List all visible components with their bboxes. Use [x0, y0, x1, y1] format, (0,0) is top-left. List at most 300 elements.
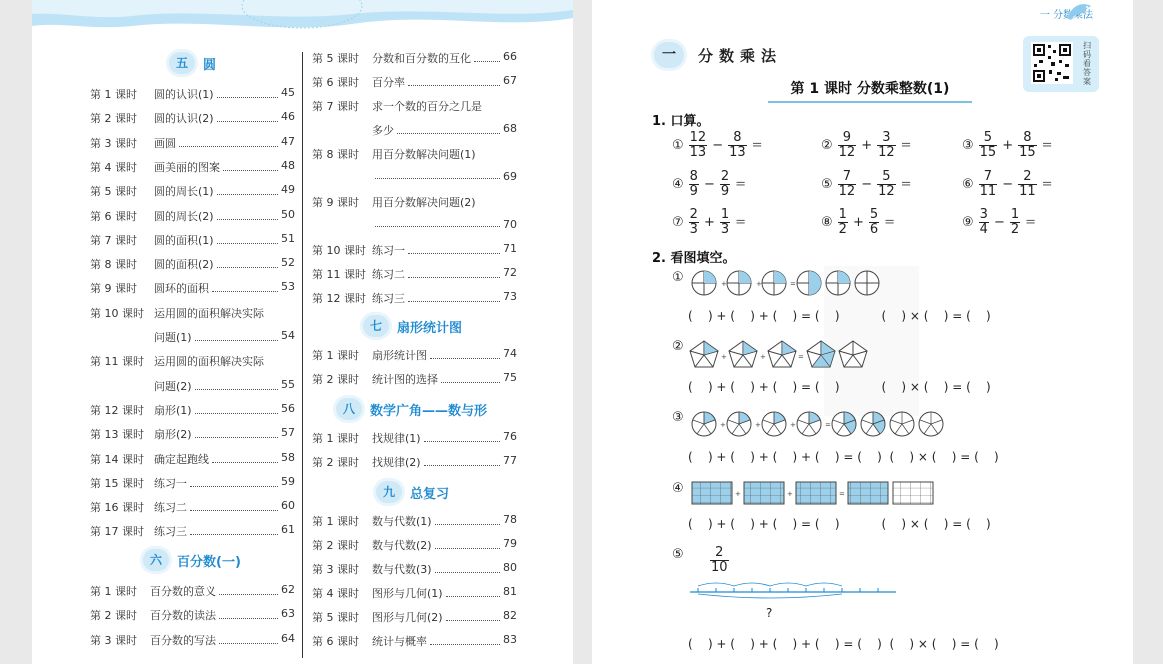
- numerator: 8: [1023, 130, 1032, 145]
- toc-leader-dots: [408, 266, 500, 278]
- numerator: 3: [979, 207, 988, 222]
- toc-row[interactable]: [312, 218, 517, 231]
- blank-row-5[interactable]: ( ) + ( ) + ( ) + ( ) = ( ) ( ) × ( ) = ( ): [688, 637, 999, 651]
- fraction-a: [689, 170, 699, 199]
- numerator: 12: [689, 130, 707, 145]
- toc-lesson-title: 用百分数解决问题(1): [372, 148, 476, 161]
- toc-page-number: 45: [281, 86, 295, 99]
- toc-lesson-number: 第 2 课时: [90, 112, 137, 126]
- toc-page-number: 73: [503, 290, 517, 303]
- toc-row[interactable]: [312, 74, 517, 90]
- toc-lesson-number: 第 1 课时: [312, 432, 359, 445]
- blank-row-2[interactable]: ( ) + ( ) + ( ) = ( ) ( ) × ( ) = ( ): [688, 380, 991, 394]
- fraction-a: [979, 208, 989, 237]
- fraction-a: [689, 208, 699, 237]
- toc-leader-dots: [217, 208, 278, 220]
- toc-lesson-title: 问题(2): [154, 379, 192, 393]
- toc-leader-dots: [446, 609, 500, 621]
- svg-text:+: +: [790, 421, 796, 429]
- toc-lesson-title: 确定起跑线: [154, 452, 209, 466]
- toc-row[interactable]: [90, 523, 295, 539]
- lesson-title: 第 1 课时 分数乘整数(1): [768, 78, 972, 103]
- toc-page-number: 81: [503, 585, 517, 598]
- qr-code-panel[interactable]: [1023, 36, 1099, 92]
- toc-page-number: 50: [281, 207, 295, 221]
- toc-page-number: 79: [503, 537, 517, 550]
- denominator: 9: [720, 184, 730, 199]
- numerator: 2: [1023, 169, 1032, 184]
- toc-leader-dots: [212, 280, 278, 292]
- toc-page-number: 57: [281, 426, 295, 440]
- q1-item[interactable]: [821, 170, 912, 199]
- toc-lesson-title: 练习二: [372, 268, 405, 281]
- toc-lesson-title: 数与代数(3): [372, 563, 432, 576]
- q2-4-grids: [691, 481, 935, 505]
- svg-text:=: =: [790, 280, 796, 288]
- section-heading[interactable]: [336, 398, 487, 420]
- equals-sign: =: [1041, 138, 1053, 153]
- denominator: 9: [689, 184, 698, 199]
- equals-sign: =: [900, 138, 912, 153]
- toc-leader-dots: [195, 329, 278, 341]
- q1-item[interactable]: [962, 208, 1036, 237]
- toc-page-number: 80: [503, 561, 517, 574]
- toc-lesson-number: 第 10 课时: [90, 306, 144, 320]
- toc-lesson-number: 第 8 课时: [312, 148, 359, 161]
- svg-text:+: +: [787, 490, 793, 498]
- equals-sign: =: [751, 138, 763, 153]
- toc-row[interactable]: [312, 347, 517, 363]
- toc-lesson-number: 第 12 课时: [90, 403, 144, 417]
- toc-leader-dots: [408, 242, 500, 254]
- toc-page-number: 68: [503, 122, 517, 135]
- toc-row[interactable]: [90, 110, 295, 126]
- equals-sign: =: [1025, 215, 1037, 230]
- numerator: 5: [983, 130, 993, 145]
- fraction-a: [979, 170, 998, 199]
- toc-lesson-title: 扇形(2): [154, 428, 192, 442]
- svg-text:+: +: [735, 490, 741, 498]
- numberline-num: 2: [715, 545, 724, 560]
- toc-lesson-title: 统计与概率: [372, 635, 427, 648]
- toc-lesson-title: 练习三: [372, 292, 405, 305]
- dolphin-icon: [1065, 0, 1093, 22]
- denominator: 11: [979, 184, 997, 199]
- fraction-a: [838, 208, 848, 237]
- toc-page-number: 76: [503, 430, 517, 443]
- blank-row-4[interactable]: ( ) + ( ) + ( ) = ( ) ( ) × ( ) = ( ): [688, 517, 991, 531]
- operator: −: [1002, 177, 1014, 192]
- section-number-badge: 七: [363, 315, 389, 337]
- denominator: 12: [838, 184, 856, 199]
- denominator: 2: [1010, 222, 1020, 237]
- toc-leader-dots: [190, 475, 278, 487]
- numerator: 8: [689, 169, 698, 184]
- blank-row-1[interactable]: ( ) + ( ) + ( ) = ( ) ( ) × ( ) = ( ): [688, 309, 991, 323]
- toc-row[interactable]: [90, 583, 295, 599]
- toc-row[interactable]: [312, 633, 517, 649]
- blank-row-3[interactable]: ( ) + ( ) + ( ) + ( ) = ( ) ( ) × ( ) = ( ): [688, 450, 999, 464]
- toc-page-number: 63: [281, 607, 295, 621]
- section-title: 百分数(一): [177, 554, 241, 570]
- q1-item[interactable]: [962, 131, 1053, 160]
- toc-page-number: 66: [503, 50, 517, 63]
- toc-leader-dots: [217, 256, 278, 268]
- toc-lesson-number: 第 2 课时: [90, 609, 137, 623]
- q1-item[interactable]: [672, 170, 746, 199]
- toc-row[interactable]: [90, 632, 295, 648]
- equals-sign: =: [900, 177, 912, 192]
- toc-lesson-number: 第 9 课时: [312, 196, 359, 209]
- section-heading[interactable]: [143, 549, 241, 571]
- numerator: 1: [720, 207, 730, 222]
- toc-page-number: 48: [281, 158, 295, 172]
- q1-item[interactable]: [672, 131, 763, 160]
- item-mark: ④: [672, 177, 684, 192]
- qr-code[interactable]: [1031, 42, 1073, 84]
- toc-lesson-number: 第 3 课时: [90, 136, 137, 150]
- toc-row[interactable]: [90, 183, 295, 199]
- toc-row[interactable]: [312, 585, 517, 601]
- section-heading[interactable]: [363, 315, 462, 337]
- header-wave-decoration: [32, 0, 573, 32]
- toc-lesson-title: 圆环的面积: [154, 282, 209, 296]
- running-header: 一 分数乘法: [1039, 10, 1093, 21]
- column-divider: [302, 52, 303, 658]
- toc-row[interactable]: [312, 50, 517, 66]
- numerator: 2: [720, 169, 730, 184]
- q2-1-circles: [691, 270, 881, 296]
- question-2-label: 2. 看图填空。: [652, 251, 736, 266]
- numerator: 2: [689, 207, 698, 222]
- toc-row[interactable]: [90, 402, 295, 418]
- toc-lesson-number: 第 6 课时: [312, 76, 359, 89]
- section-heading[interactable]: [169, 52, 216, 74]
- svg-text:=: =: [839, 490, 845, 498]
- quartered-circles-figure: [691, 270, 881, 296]
- section-number-badge: 九: [376, 481, 402, 503]
- operator: −: [703, 177, 715, 192]
- q2-mark-2: ②: [672, 339, 684, 354]
- toc-leader-dots: [195, 402, 278, 414]
- toc-lesson-number: 第 1 课时: [312, 349, 359, 362]
- toc-lesson-number: 第 6 课时: [90, 209, 137, 223]
- item-mark: ⑤: [821, 177, 833, 192]
- toc-lesson-number: 第 11 课时: [90, 355, 144, 369]
- toc-row[interactable]: [90, 451, 295, 467]
- toc-lesson-title: 圆的认识(1): [154, 88, 214, 101]
- toc-page-number: 58: [281, 450, 295, 464]
- toc-row[interactable]: [90, 378, 295, 394]
- numberline-fraction: [708, 546, 731, 575]
- operator: −: [861, 177, 873, 192]
- toc-row[interactable]: [312, 266, 517, 282]
- toc-lesson-title: 用百分数解决问题(2): [372, 196, 476, 209]
- toc-lesson-number: [90, 378, 154, 394]
- toc-page-number: 64: [281, 631, 295, 645]
- toc-lesson-number: 第 2 课时: [312, 373, 359, 386]
- toc-lesson-title: 扇形统计图: [372, 349, 427, 362]
- fraction-b: [720, 170, 730, 199]
- toc-leader-dots: [441, 371, 500, 383]
- numerator: 7: [983, 169, 993, 184]
- toc-page-number: 82: [503, 609, 517, 622]
- numberline-den: 10: [711, 560, 728, 575]
- fraction-b: [728, 131, 747, 160]
- toc-row[interactable]: [90, 329, 295, 345]
- toc-page-number: 67: [503, 74, 517, 87]
- denominator: 12: [838, 145, 856, 160]
- toc-row[interactable]: [312, 537, 517, 553]
- toc-lesson-number: 第 4 课时: [90, 160, 137, 174]
- toc-leader-dots: [223, 159, 278, 171]
- section-number-badge: 八: [336, 398, 362, 420]
- q1-item[interactable]: [821, 208, 895, 237]
- toc-leader-dots: [179, 135, 278, 147]
- section-heading[interactable]: [376, 481, 449, 503]
- numerator: 5: [882, 169, 891, 184]
- toc-page-number: 54: [281, 329, 295, 342]
- qr-caption: 扫码看答案: [1083, 41, 1091, 86]
- toc-lesson-title: 数与代数(2): [372, 539, 432, 552]
- toc-lesson-title: 数与代数(1): [372, 515, 432, 528]
- operator: +: [1002, 138, 1014, 153]
- toc-leader-dots: [435, 561, 500, 573]
- numerator: 5: [869, 207, 879, 222]
- question-1-label: 1. 口算。: [652, 114, 710, 129]
- toc-leader-dots: [219, 632, 278, 644]
- toc-page-number: 71: [503, 242, 517, 255]
- toc-page-number: 46: [281, 110, 295, 124]
- number-line: [688, 578, 898, 602]
- toc-lesson-title: 画美丽的图案: [154, 160, 220, 174]
- section-number-badge: 五: [169, 52, 195, 74]
- toc-lesson-title: 运用圆的面积解决实际: [154, 306, 264, 320]
- toc-lesson-title: 百分数的写法: [150, 633, 216, 647]
- toc-leader-dots: [195, 426, 278, 438]
- qr-code-icon: [1031, 42, 1073, 84]
- toc-row[interactable]: [90, 232, 295, 248]
- toc-row[interactable]: [312, 170, 517, 183]
- toc-row[interactable]: [90, 475, 295, 491]
- toc-row[interactable]: [90, 305, 295, 321]
- denominator: 13: [729, 145, 746, 160]
- toc-row[interactable]: [90, 256, 295, 272]
- toc-page-number: 62: [281, 583, 295, 596]
- q1-item[interactable]: [821, 131, 912, 160]
- toc-lesson-number: 第 8 课时: [90, 258, 137, 272]
- toc-row[interactable]: [312, 122, 517, 138]
- toc-lesson-number: 第 9 课时: [90, 282, 137, 296]
- toc-lesson-title: 问题(1): [154, 331, 192, 344]
- toc-leader-dots: [474, 50, 500, 62]
- toc-leader-dots: [219, 583, 278, 595]
- section-title: 扇形统计图: [397, 320, 463, 336]
- toc-lesson-number: [312, 170, 372, 183]
- toc-leader-dots: [424, 454, 500, 466]
- toc-page-number: 52: [281, 256, 295, 270]
- numerator: 9: [842, 130, 852, 145]
- toc-lesson-title: 分数和百分数的互化: [372, 52, 471, 65]
- operator: −: [712, 138, 724, 153]
- toc-lesson-title: 圆的面积(2): [154, 258, 214, 272]
- toc-lesson-number: 第 1 课时: [90, 585, 137, 598]
- toc-lesson-number: 第 12 课时: [312, 292, 366, 305]
- toc-lesson-title: 练习三: [154, 525, 187, 539]
- toc-leader-dots: [190, 499, 278, 511]
- numberline-question: ?: [766, 606, 773, 620]
- toc-leader-dots: [424, 430, 500, 442]
- toc-lesson-title: 找规律(2): [372, 456, 421, 469]
- item-mark: ②: [821, 138, 833, 153]
- q1-item[interactable]: [962, 170, 1053, 199]
- toc-row[interactable]: [312, 454, 517, 470]
- toc-leader-dots: [190, 523, 278, 535]
- q2-mark-5: ⑤: [672, 547, 684, 562]
- toc-page-number: 74: [503, 347, 517, 360]
- toc-lesson-title: 图形与几何(1): [372, 587, 443, 600]
- fraction-b: [720, 208, 730, 237]
- toc-row[interactable]: [90, 280, 295, 296]
- toc-page-number: 77: [503, 454, 517, 467]
- toc-lesson-number: 第 17 课时: [90, 525, 144, 539]
- toc-page-number: 56: [281, 401, 295, 415]
- toc-row[interactable]: [90, 607, 295, 623]
- toc-page-number: 47: [281, 134, 295, 148]
- unit-title: 分数乘法: [698, 46, 783, 65]
- toc-page-number: 51: [281, 231, 295, 245]
- denominator: 3: [689, 222, 698, 237]
- section-number-badge: 六: [143, 549, 169, 571]
- denominator: 2: [838, 222, 847, 237]
- toc-row[interactable]: [312, 561, 517, 577]
- denominator: 4: [979, 222, 988, 237]
- q2-mark-1: ①: [672, 270, 684, 285]
- denominator: 3: [720, 222, 730, 237]
- operator: +: [703, 215, 715, 230]
- svg-text:+: +: [721, 353, 727, 361]
- toc-leader-dots: [408, 290, 500, 302]
- toc-page-number: 53: [281, 280, 295, 294]
- toc-row[interactable]: [90, 499, 295, 515]
- toc-lesson-number: 第 7 课时: [90, 233, 137, 247]
- toc-leader-dots: [430, 633, 500, 645]
- fraction-b: [1018, 170, 1037, 199]
- toc-lesson-number: 第 6 课时: [312, 635, 359, 648]
- section-title: 总复习: [410, 486, 450, 502]
- fraction-b: [869, 208, 879, 237]
- fraction-a: [979, 131, 998, 160]
- operator: +: [861, 138, 873, 153]
- toc-page-number: 83: [503, 633, 517, 646]
- toc-leader-dots: [408, 74, 500, 86]
- toc-row[interactable]: [312, 290, 517, 306]
- svg-text:+: +: [755, 421, 761, 429]
- toc-row[interactable]: [90, 159, 295, 175]
- equals-sign: =: [735, 215, 747, 230]
- denominator: 11: [1019, 184, 1036, 199]
- toc-leader-dots: [430, 347, 500, 359]
- item-mark: ③: [962, 138, 974, 153]
- toc-page-number: 55: [281, 377, 295, 391]
- svg-text:+: +: [720, 421, 726, 429]
- toc-leader-dots: [397, 122, 500, 134]
- toc-lesson-number: 第 2 课时: [312, 456, 359, 469]
- item-mark: ⑨: [962, 215, 974, 230]
- svg-text:+: +: [756, 280, 762, 288]
- toc-row[interactable]: [90, 353, 295, 369]
- q2-3-circles: [691, 410, 947, 438]
- unit-heading: [654, 42, 782, 68]
- toc-lesson-number: 第 14 课时: [90, 452, 144, 466]
- toc-lesson-number: 第 15 课时: [90, 476, 144, 490]
- item-mark: ⑧: [821, 215, 833, 230]
- toc-row[interactable]: [90, 426, 295, 442]
- toc-row[interactable]: [90, 208, 295, 224]
- toc-lesson-title: 运用圆的面积解决实际: [154, 355, 264, 369]
- fraction-a: [689, 131, 708, 160]
- toc-row[interactable]: [312, 609, 517, 625]
- section-title: 圆: [203, 57, 217, 73]
- toc-row[interactable]: [312, 194, 517, 210]
- toc-lesson-number: 第 13 课时: [90, 428, 144, 442]
- toc-leader-dots: [217, 183, 278, 195]
- numerator: 1: [838, 207, 847, 222]
- fraction-b: [877, 131, 896, 160]
- toc-leader-dots: [435, 537, 500, 549]
- toc-row[interactable]: [312, 371, 517, 387]
- item-mark: ⑥: [962, 177, 974, 192]
- toc-row[interactable]: [90, 86, 295, 102]
- toc-lesson-title: 画圆: [154, 136, 176, 150]
- toc-lesson-number: 第 3 课时: [90, 633, 137, 647]
- toc-page-number: 69: [503, 170, 517, 183]
- equals-sign: =: [884, 215, 896, 230]
- toc-row[interactable]: [312, 242, 517, 258]
- toc-row[interactable]: [312, 513, 517, 529]
- toc-page-number: 49: [281, 183, 295, 197]
- toc-leader-dots: [217, 86, 278, 98]
- toc-row[interactable]: [312, 146, 517, 162]
- toc-lesson-title: 统计图的选择: [372, 373, 438, 386]
- toc-lesson-title: 圆的认识(2): [154, 112, 214, 126]
- toc-leader-dots: [446, 585, 500, 597]
- toc-lesson-title: 图形与几何(2): [372, 611, 443, 624]
- toc-lesson-number: [312, 218, 372, 231]
- toc-lesson-number: 第 10 课时: [312, 244, 366, 257]
- toc-row[interactable]: [312, 430, 517, 446]
- toc-lesson-number: [312, 122, 372, 138]
- toc-page-number: 70: [503, 218, 517, 231]
- toc-lesson-number: 第 4 课时: [312, 587, 359, 600]
- item-mark: ⑦: [672, 215, 684, 230]
- fifths-circles-figure: [691, 410, 947, 438]
- denominator: 12: [878, 184, 895, 199]
- fraction-b: [877, 170, 896, 199]
- toc-leader-dots: [375, 170, 500, 179]
- svg-text:+: +: [760, 353, 766, 361]
- toc-row[interactable]: [90, 135, 295, 151]
- q1-item[interactable]: [672, 208, 746, 237]
- toc-lesson-title: 圆的周长(2): [154, 209, 214, 223]
- toc-leader-dots: [195, 378, 278, 390]
- toc-leader-dots: [219, 607, 278, 619]
- toc-lesson-title: 练习一: [154, 476, 187, 490]
- denominator: 12: [878, 145, 895, 160]
- toc-row[interactable]: [312, 98, 517, 114]
- toc-page-number: 61: [281, 523, 295, 537]
- denominator: 6: [869, 222, 879, 237]
